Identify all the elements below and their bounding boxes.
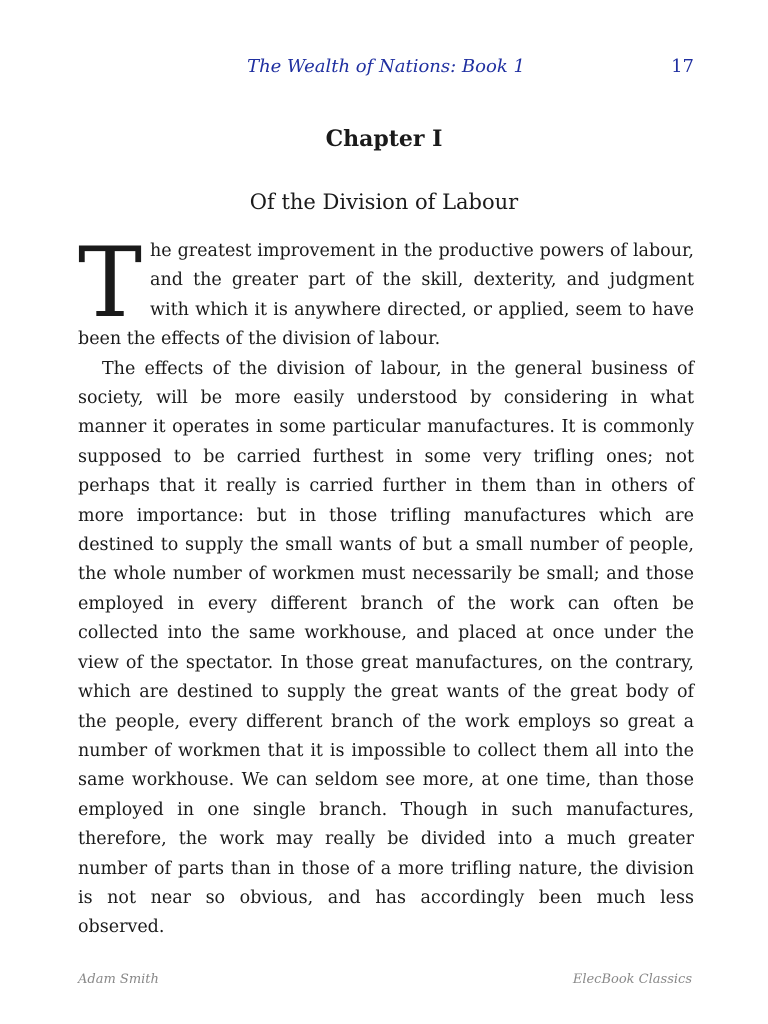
footer-author: Adam Smith — [78, 972, 159, 987]
page-footer — [78, 972, 692, 992]
chapter-title: Chapter I — [325, 126, 443, 152]
paragraph-1 — [78, 227, 694, 355]
paragraph-2: The effects of the division of labour, in the general business of society, will be more easily understood by considering in what manner it operates in some particular manufactures. It is commonly supposed to be carried furthest in some very trifling ones; not perhaps that it really is carried further in them than in others of more importance: but in those trifling manufactures which are destined to supply the small wants of but a small number of people, the whole number of workmen must necessarily be small; and those employed in every different branch of the work can often be collected into the same workhouse, and placed at once under the view of the spectator. In those great manufactures, on the contrary, which are destined to supply the great wants of the great body of the people, every different branch of the work employs so great a number of workmen that it is impossible to collect them all into the same workhouse. We can seldom see more, at one time, than those employed in one single branch. Though in such manufactures, therefore, the work may really be divided into a much greater number of parts than in those of a more trifling nature, the division is not near so obvious, and has accordingly been much less observed. — [78, 358, 694, 938]
footer-publisher: ElecBook Classics — [572, 972, 692, 987]
drop-cap: T — [78, 227, 143, 339]
paragraph-1-text: he greatest improvement in the productive powers of labour, and the greater part of the skill, dexterity, and judgment with which it is anywhere directed, or applied, seem to have been the effects of the division of labour. — [78, 241, 694, 350]
page-number: 17 — [671, 56, 694, 77]
body-text — [78, 227, 694, 943]
page-header — [78, 56, 694, 84]
chapter-subtitle: Of the Division of Labour — [249, 190, 519, 214]
running-title: The Wealth of Nations: Book 1 — [247, 56, 525, 77]
